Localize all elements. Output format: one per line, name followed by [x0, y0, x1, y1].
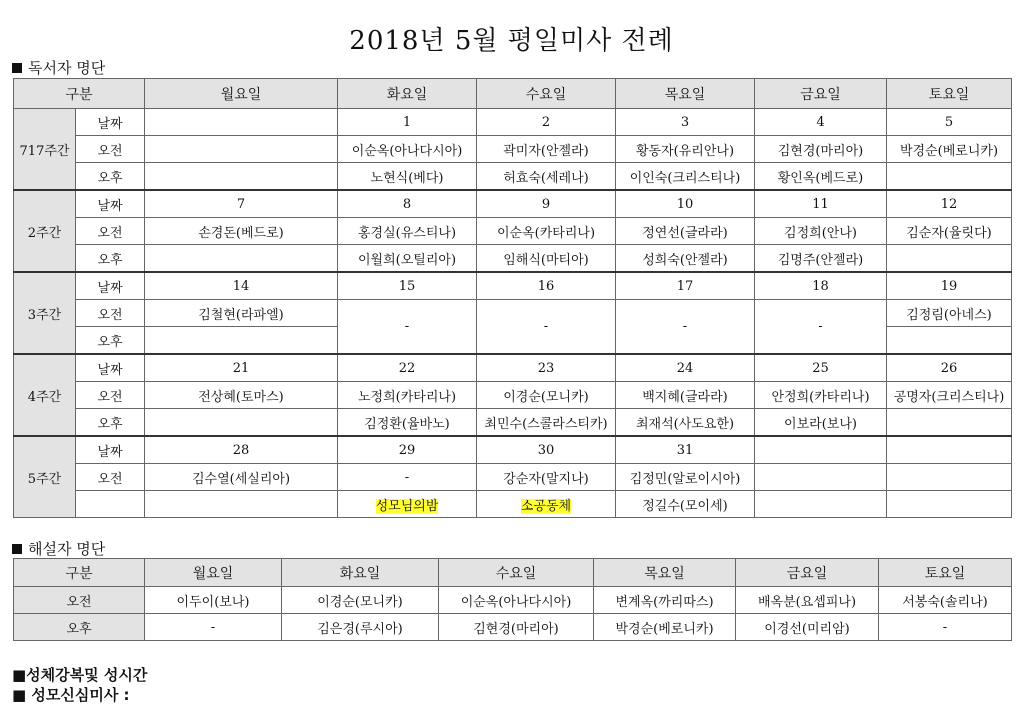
commentator-cell: 박경순(베로니카) — [594, 614, 736, 641]
commentator-cell: 서봉숙(솔리나) — [879, 587, 1012, 614]
date-cell: 15 — [338, 272, 477, 300]
reader-cell — [145, 245, 338, 273]
header-category: 구분 — [14, 79, 145, 109]
reader-cell: 강순자(말지나) — [477, 464, 616, 491]
row-type-label: 오전 — [76, 464, 145, 491]
week-row — [14, 382, 1012, 409]
commentator-cell: 배옥분(요셉피나) — [736, 587, 879, 614]
header-wed: 수요일 — [439, 559, 594, 587]
date-cell: 14 — [145, 272, 338, 300]
row-type-label: 날짜 — [76, 190, 145, 218]
reader-cell: 이순옥(카타리나) — [477, 218, 616, 245]
week-row — [14, 272, 1012, 300]
date-cell — [145, 109, 338, 136]
reader-cell — [755, 464, 887, 491]
reader-cell: - — [338, 464, 477, 491]
reader-cell: 곽미자(안젤라) — [477, 136, 616, 163]
date-cell: 26 — [887, 354, 1012, 382]
week-row — [14, 409, 1012, 437]
reader-cell — [887, 491, 1012, 518]
reader-cell — [145, 327, 338, 355]
reader-cell: 전상혜(토마스) — [145, 382, 338, 409]
reader-cell: 이월희(오틸리아) — [338, 245, 477, 273]
date-cell: 17 — [616, 272, 755, 300]
row-type-label: 오후 — [76, 245, 145, 273]
week-row — [14, 190, 1012, 218]
week-row — [14, 464, 1012, 491]
week-row — [14, 136, 1012, 163]
week-row — [14, 300, 1012, 327]
header-thu: 목요일 — [616, 79, 755, 109]
reader-cell: 백지혜(글라라) — [616, 382, 755, 409]
date-cell: 23 — [477, 354, 616, 382]
date-cell: 31 — [616, 436, 755, 464]
date-cell: 28 — [145, 436, 338, 464]
reader-cell: - — [616, 300, 755, 355]
reader-cell — [145, 491, 338, 518]
row-type-label: 날짜 — [76, 436, 145, 464]
reader-section-title: 독서자 명단 — [12, 57, 105, 78]
date-cell: 3 — [616, 109, 755, 136]
reader-cell: 황동자(유리안나) — [616, 136, 755, 163]
reader-cell: 최민수(스콜라스티카) — [477, 409, 616, 437]
commentator-cell: 김현경(마리아) — [439, 614, 594, 641]
reader-cell — [755, 491, 887, 518]
reader-cell: 성희숙(안젤라) — [616, 245, 755, 273]
reader-cell — [145, 136, 338, 163]
row-type-label: 오전 — [76, 382, 145, 409]
reader-cell: 노정희(카타리나) — [338, 382, 477, 409]
commentator-cell: 김은경(루시아) — [282, 614, 439, 641]
week-label: 3주간 — [14, 272, 76, 354]
reader-cell: 김정환(율바노) — [338, 409, 477, 437]
row-type-label: 오후 — [76, 327, 145, 355]
row-type-label: 오후 — [14, 614, 145, 641]
reader-cell: 안정희(카타리나) — [755, 382, 887, 409]
reader-cell — [145, 409, 338, 437]
row-type-label: 오전 — [76, 136, 145, 163]
reader-cell: 정연선(글라라) — [616, 218, 755, 245]
row-type-label: 오전 — [76, 218, 145, 245]
reader-cell: 이순옥(아나다시아) — [338, 136, 477, 163]
row-type-label — [76, 491, 145, 518]
comm-section-title: 해설자 명단 — [12, 538, 105, 559]
commentator-cell: 이순옥(아나다시아) — [439, 587, 594, 614]
date-cell: 19 — [887, 272, 1012, 300]
header-row — [14, 79, 1012, 109]
reader-table — [13, 78, 1012, 518]
header-wed: 수요일 — [477, 79, 616, 109]
header-sat: 토요일 — [887, 79, 1012, 109]
week-row — [14, 218, 1012, 245]
reader-cell: 허효숙(세레나) — [477, 163, 616, 191]
week-label: 2주간 — [14, 190, 76, 272]
reader-cell: 손경돈(베드로) — [145, 218, 338, 245]
reader-cell — [887, 163, 1012, 191]
reader-cell — [338, 491, 477, 518]
page-title: 2018년 5월 평일미사 전례 — [349, 26, 674, 56]
footer-line-1: ■성체강복및 성시간 — [12, 666, 148, 684]
reader-cell: 김정희(안나) — [755, 218, 887, 245]
row-type-label: 오후 — [76, 409, 145, 437]
reader-cell: - — [477, 300, 616, 355]
date-cell: 9 — [477, 190, 616, 218]
row-type-label: 오후 — [76, 163, 145, 191]
date-cell: 24 — [616, 354, 755, 382]
row-type-label: 날짜 — [76, 354, 145, 382]
reader-cell: 이경순(모니카) — [477, 382, 616, 409]
date-cell: 16 — [477, 272, 616, 300]
reader-cell: 박경순(베로니카) — [887, 136, 1012, 163]
date-cell: 7 — [145, 190, 338, 218]
reader-cell: 김정민(알로이시아) — [616, 464, 755, 491]
week-label: 717주간 — [14, 109, 76, 191]
reader-cell — [145, 163, 338, 191]
reader-cell: 김정림(아네스) — [887, 300, 1012, 327]
date-cell: 8 — [338, 190, 477, 218]
header-tue: 화요일 — [338, 79, 477, 109]
date-cell: 10 — [616, 190, 755, 218]
header-sat: 토요일 — [879, 559, 1012, 587]
reader-cell: 홍경실(유스티나) — [338, 218, 477, 245]
reader-cell: 공명자(크리스티나) — [887, 382, 1012, 409]
footer-line-2: ■ 성모신심미사 : — [12, 686, 130, 704]
square-bullet-icon — [12, 63, 22, 73]
week-label: 4주간 — [14, 354, 76, 436]
date-cell: 12 — [887, 190, 1012, 218]
header-fri: 금요일 — [736, 559, 879, 587]
week-row — [14, 163, 1012, 191]
week-row — [14, 491, 1012, 518]
row-type-label: 날짜 — [76, 272, 145, 300]
reader-cell — [887, 409, 1012, 437]
header-category: 구분 — [14, 559, 145, 587]
reader-cell — [887, 464, 1012, 491]
reader-cell — [477, 491, 616, 518]
commentator-cell: 변계옥(까리따스) — [594, 587, 736, 614]
commentator-table — [13, 558, 1012, 641]
header-mon: 월요일 — [145, 79, 338, 109]
reader-cell: 김순자(율릿다) — [887, 218, 1012, 245]
highlighted-event: 소공동체 — [520, 498, 572, 514]
reader-cell — [887, 245, 1012, 273]
date-cell: 18 — [755, 272, 887, 300]
reader-cell — [887, 327, 1012, 355]
date-cell: 29 — [338, 436, 477, 464]
commentator-cell: 이두이(보나) — [145, 587, 282, 614]
reader-cell: 김명주(안젤라) — [755, 245, 887, 273]
date-cell: 30 — [477, 436, 616, 464]
reader-cell: 이인숙(크리스티나) — [616, 163, 755, 191]
week-row — [14, 354, 1012, 382]
header-tue: 화요일 — [282, 559, 439, 587]
commentator-cell: 이경순(모니카) — [282, 587, 439, 614]
week-row — [14, 109, 1012, 136]
row-type-label: 날짜 — [76, 109, 145, 136]
date-cell — [887, 436, 1012, 464]
header-mon: 월요일 — [145, 559, 282, 587]
reader-cell: 노현식(베다) — [338, 163, 477, 191]
date-cell: 5 — [887, 109, 1012, 136]
commentator-cell: - — [879, 614, 1012, 641]
date-cell: 11 — [755, 190, 887, 218]
comm-row — [14, 614, 1012, 641]
date-cell — [755, 436, 887, 464]
week-label: 5주간 — [14, 436, 76, 518]
comm-row — [14, 587, 1012, 614]
reader-cell: 황인옥(베드로) — [755, 163, 887, 191]
square-bullet-icon — [12, 544, 22, 554]
date-cell: 1 — [338, 109, 477, 136]
week-row — [14, 245, 1012, 273]
reader-cell: 정길수(모이세) — [616, 491, 755, 518]
week-row — [14, 436, 1012, 464]
date-cell: 4 — [755, 109, 887, 136]
date-cell: 21 — [145, 354, 338, 382]
header-fri: 금요일 — [755, 79, 887, 109]
header-thu: 목요일 — [594, 559, 736, 587]
commentator-cell: 이경선(미리암) — [736, 614, 879, 641]
reader-cell: 임해식(마티아) — [477, 245, 616, 273]
row-type-label: 오전 — [76, 300, 145, 327]
reader-cell: 최재석(사도요한) — [616, 409, 755, 437]
commentator-cell: - — [145, 614, 282, 641]
reader-cell: - — [338, 300, 477, 355]
row-type-label: 오전 — [14, 587, 145, 614]
header-row — [14, 559, 1012, 587]
highlighted-event: 성모님의밤 — [375, 498, 439, 514]
reader-cell: 김철현(라파엘) — [145, 300, 338, 327]
date-cell: 2 — [477, 109, 616, 136]
date-cell: 25 — [755, 354, 887, 382]
reader-cell: 이보라(보나) — [755, 409, 887, 437]
reader-cell: 김현경(마리아) — [755, 136, 887, 163]
date-cell: 22 — [338, 354, 477, 382]
reader-cell: - — [755, 300, 887, 355]
reader-cell: 김수열(세실리아) — [145, 464, 338, 491]
